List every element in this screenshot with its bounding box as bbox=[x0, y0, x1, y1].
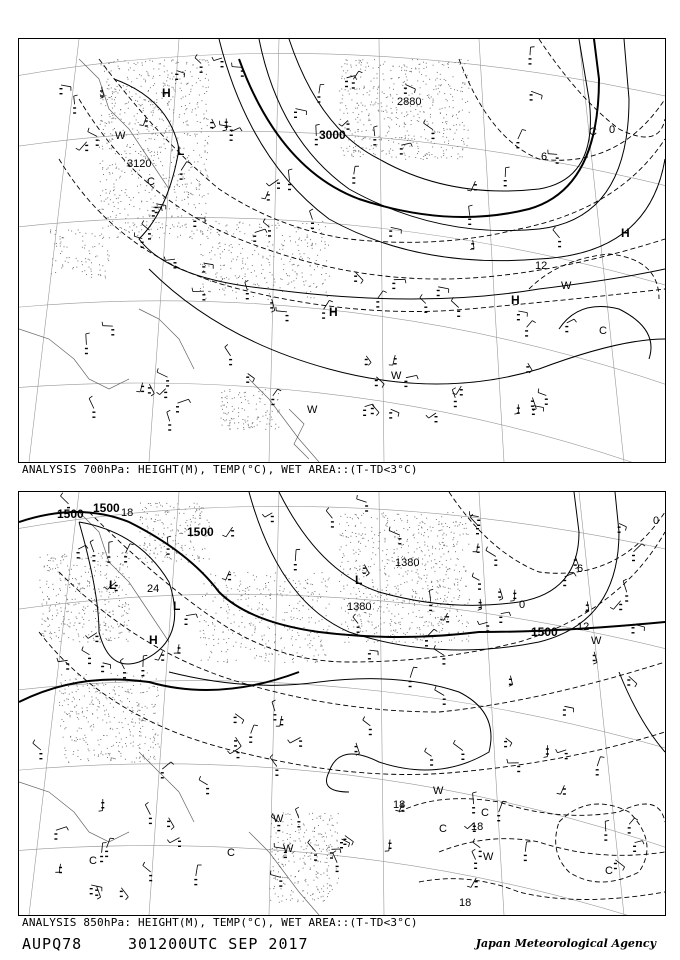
isotherm-label-12: 12 bbox=[577, 621, 590, 633]
chart-code: AUPQ78 bbox=[22, 935, 83, 953]
cold-center: C bbox=[227, 847, 235, 859]
isotherm-label-0: 0 bbox=[519, 599, 526, 611]
contour-label-1500: 1500 bbox=[57, 507, 84, 521]
isotherm-label-24: 24 bbox=[147, 583, 160, 595]
caption-700hpa: ANALYSIS 700hPa: HEIGHT(M), TEMP(°C), WET AREA::(T-TD<3°C) bbox=[22, 463, 418, 476]
low-center: L bbox=[173, 599, 181, 613]
map-850hpa-canvas bbox=[19, 492, 665, 915]
map-850hpa bbox=[18, 491, 666, 916]
contour-label-2880: 2880 bbox=[397, 96, 422, 108]
contour-1500 bbox=[19, 512, 665, 702]
wet-area bbox=[50, 59, 470, 430]
cold-center: C bbox=[481, 807, 489, 819]
agency-name: Japan Meteorological Agency bbox=[475, 937, 656, 950]
contour-3000 bbox=[239, 39, 599, 217]
warm-center: W bbox=[273, 813, 284, 825]
low-center: L bbox=[355, 573, 363, 587]
isotherm-label-0: 0 bbox=[609, 124, 616, 136]
contour-label-1500: 1500 bbox=[93, 501, 120, 515]
contour-label-3000: 3000 bbox=[319, 128, 346, 142]
high-center: H bbox=[149, 633, 158, 647]
high-center: H bbox=[621, 226, 630, 240]
station-plots bbox=[33, 493, 645, 900]
high-center: H bbox=[162, 86, 171, 100]
height-contours bbox=[114, 39, 665, 384]
isotherm-label-18: 18 bbox=[393, 799, 406, 811]
warm-center: W bbox=[591, 635, 602, 647]
isotherms bbox=[39, 492, 665, 900]
contour-label-1380: 1380 bbox=[347, 601, 372, 613]
cold-center: C bbox=[439, 823, 447, 835]
warm-center: W bbox=[483, 851, 494, 863]
cold-center: C bbox=[89, 855, 97, 867]
cold-center: C bbox=[599, 325, 607, 337]
warm-center: W bbox=[433, 785, 444, 797]
map-700hpa bbox=[18, 38, 666, 463]
isotherm-label-18: 18 bbox=[121, 507, 134, 519]
low-center: L bbox=[109, 578, 117, 592]
cold-center: C bbox=[605, 865, 613, 877]
valid-time: 301200UTC SEP 2017 bbox=[128, 935, 309, 953]
warm-center: W bbox=[115, 130, 126, 142]
low-center: L bbox=[177, 144, 185, 158]
isotherm-label-12: 12 bbox=[535, 260, 548, 272]
isotherm-label-18: 18 bbox=[459, 897, 472, 909]
cold-center: C bbox=[147, 176, 155, 188]
height-contours bbox=[79, 492, 665, 792]
contour-label-3120: 3120 bbox=[127, 158, 152, 170]
high-center: H bbox=[511, 293, 520, 307]
warm-center: W bbox=[307, 404, 318, 416]
isotherm-label-0: 0 bbox=[653, 515, 660, 527]
contour-label-1500: 1500 bbox=[187, 525, 214, 539]
warm-center: W bbox=[561, 280, 572, 292]
map-700hpa-canvas bbox=[19, 39, 665, 462]
warm-center: W bbox=[283, 843, 294, 855]
high-center: H bbox=[329, 305, 338, 319]
contour-label-1500: 1500 bbox=[531, 625, 558, 639]
isotherm-label-18: 18 bbox=[471, 821, 484, 833]
isotherm-label-6: 6 bbox=[577, 563, 584, 575]
warm-center: W bbox=[391, 370, 402, 382]
caption-850hpa: ANALYSIS 850hPa: HEIGHT(M), TEMP(°C), WET AREA::(T-TD<3°C) bbox=[22, 916, 418, 929]
isotherm-label-6: 6 bbox=[541, 151, 548, 163]
cold-center: C bbox=[589, 126, 597, 138]
contour-label-1380: 1380 bbox=[395, 557, 420, 569]
graticule bbox=[19, 492, 665, 915]
